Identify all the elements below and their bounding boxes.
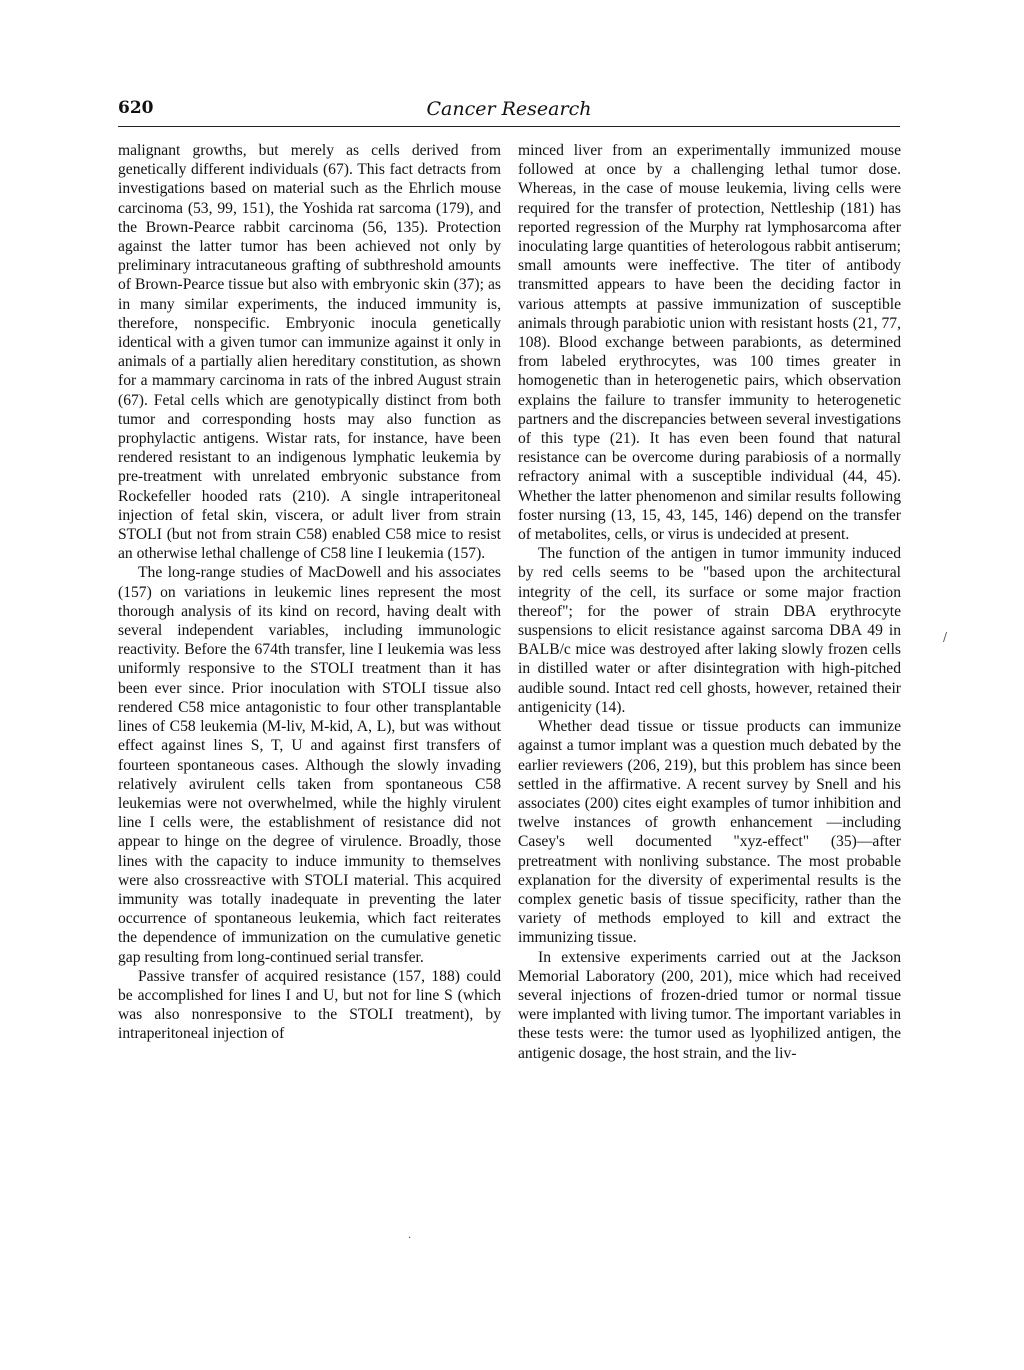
paragraph: Whether dead tissue or tissue products can immunize against a tumor implant was a question much debated by the earlier reviewers (206, 219), but this problem has since been settled in the affirmative. A recent survey by Snell and his associates (200) cites eight examples of tumor inhibition and twelve instances of growth enhancement —including Casey's well documented "xyz-effect" (35)—after pretreatment with nonliving substance. The most probable explanation for the diversity of experimental results is the complex genetic basis of tissue specificity, rather than the variety of methods employed to kill and extract the immunizing tissue. [518, 718, 901, 947]
right-column [518, 141, 901, 1063]
left-column [118, 141, 501, 1044]
page-number: 620 [118, 98, 154, 118]
paragraph: minced liver from an experimentally immunized mouse followed at once by a challenging lethal tumor dose. Whereas, in the case of mouse leukemia, living cells were required for the transfer of protection, Nettleship (181) has reported regression of the Murphy rat lymphosarcoma after inoculating large quantities of heterologous rabbit antiserum; small amounts were ineffective. The titer of antibody transmitted appears to have been the deciding factor in various attempts at passive immunization of susceptible animals through parabiotic union with resistant hosts (21, 77, 108). Blood exchange between parabionts, as determined from labeled erythrocytes, was 100 times greater in homogenetic than in heterogenetic pairs, which observation explains the failure to transfer immunity to heterogenetic partners and the discrepancies between several investigations of this type (21). It has even been found that natural resistance can be overcome during parabiosis of a normally refractory animal with a susceptible individual (44, 45). Whether the latter phenomenon and similar results following foster nursing (13, 15, 43, 145, 146) depend on the transfer of metabolites, cells, or virus is undecided at present. [518, 142, 901, 544]
paragraph: In extensive experiments carried out at the Jackson Memorial Laboratory (200, 201), mice which had received several injections of frozen-dried tumor or normal tissue were implanted with living tumor. The important variables in these tests were: the tumor used as lyophilized antigen, the antigenic dosage, the host strain, and the liv- [518, 948, 901, 1062]
paragraph: The function of the antigen in tumor immunity induced by red cells seems to be "based upon the architectural integrity of the cell, its surface or some major fraction thereof"; for the power of strain DBA erythrocyte suspensions to elicit resistance against sarcoma DBA 49 in BALB/c mice was destroyed after laking slowly frozen cells in distilled water or after disintegration with high-pitched audible sound. Intact red cell ghosts, however, retained their antigenicity (14). [518, 545, 901, 716]
stray-dot: · [408, 1233, 412, 1244]
paragraph: Passive transfer of acquired resistance (157, 188) could be accomplished for lines I and U, but not for line S (which was also nonresponsive to the STOLI treatment), by intraperitoneal injection of [118, 967, 501, 1043]
running-header [118, 96, 900, 127]
journal-title: Cancer Research [426, 98, 592, 120]
paragraph: malignant growths, but merely as cells derived from genetically different individuals (67). This fact detracts from investigations based on material such as the Ehrlich mouse carcinoma (53, 99, 151), the Yoshida rat sarcoma (179), and the Brown-Pearce rabbit carcinoma (56, 135). Protection against the latter tumor has been achieved not only by preliminary intracutaneous grafting of subthreshold amounts of Brown-Pearce tissue but also with embryonic skin (37); as in many similar experiments, the induced immunity is, therefore, nonspecific. Embryonic inocula genetically identical with a given tumor can immunize against it only in animals of a partially alien hereditary constitution, as shown for a mammary carcinoma in rats of the inbred August strain (67). Fetal cells which are genotypically distinct from both tumor and corresponding hosts may also function as prophylactic antigens. Wistar rats, for instance, have been rendered resistant to an indigenous lymphatic leukemia by pre-treatment with unrelated embryonic substance from Rockefeller hooded rats (210). A single intraperitoneal injection of fetal skin, viscera, or adult liver from strain STOLI (but not from strain C58) enabled C58 mice to resist an otherwise lethal challenge of C58 line I leukemia (157). [118, 142, 501, 563]
paragraph: The long-range studies of MacDowell and his associates (157) on variations in leukemic lines represent the most thorough analysis of its kind on record, having dealt with several independent variables, including immunologic reactivity. Before the 674th transfer, line I leukemia was less uniformly responsive to the STOLI treatment than it has been ever since. Prior inoculation with STOLI tissue also rendered C58 mice antagonistic to four other transplantable lines of C58 leukemia (M-liv, M-kid, A, L), but was without effect against lines S, T, U and against first transfers of fourteen spontaneous cases. Although the slowly invading relatively avirulent cells taken from spontaneous C58 leukemias were not overwhelmed, while the highly virulent line I cells were, the establishment of resistance did not appear to hinge on the degree of virulence. Broadly, those lines with the capacity to induce immunity to themselves were also crossreactive with STOLI material. This acquired immunity was totally inadequate in preventing the later occurrence of spontaneous leukemia, which fact reiterates the dependence of immunization on the cumulative genetic gap resulting from long-continued serial transfer. [118, 564, 501, 966]
margin-mark: / [943, 630, 948, 644]
